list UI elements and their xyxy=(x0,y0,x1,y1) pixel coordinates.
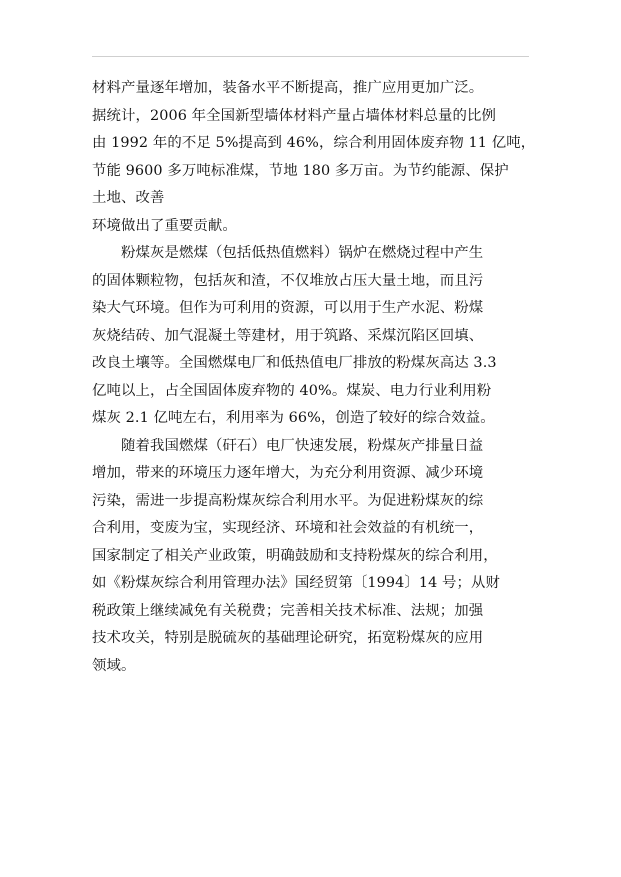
header-rule xyxy=(92,56,529,57)
text-line: 领域。 xyxy=(92,657,136,674)
document-body xyxy=(92,75,542,680)
text-line: 随着我国燃煤（矸石）电厂快速发展，粉煤灰产排量日益 xyxy=(121,437,484,454)
text-line: 改良土壤等。全国燃煤电厂和低热值电厂排放的粉煤灰高达 3.3 xyxy=(92,355,497,371)
text-line: 环境做出了重要贡献。 xyxy=(92,217,237,234)
text-line: 材料产量逐年增加，装备水平不断提高，推广应用更加广泛。 xyxy=(92,80,484,96)
text-line: 灰烧结砖、加气混凝土等建材，用于筑路、采煤沉陷区回填、 xyxy=(92,327,484,344)
text-line: 亿吨以上，占全国固体废弃物的 40%。煤炭、电力行业利用粉 xyxy=(92,382,492,399)
text-line: 合利用，变废为宝，实现经济、环境和社会效益的有机统一， xyxy=(92,520,484,536)
text-line: 污染，需进一步提高粉煤灰综合利用水平。为促进粉煤灰的综 xyxy=(92,492,484,509)
text-line: 染大气环境。但作为可利用的资源，可以用于生产水泥、粉煤 xyxy=(92,300,484,316)
text-line: 技术攻关，特别是脱硫灰的基础理论研究，拓宽粉煤灰的应用 xyxy=(92,630,484,646)
text-line: 由 1992 年的不足 5%提高到 46%，综合利用固体废弃物 11 亿吨， xyxy=(92,135,536,151)
text-line: 据统计，2006 年全国新型墙体材料产量占墙体材料总量的比例 xyxy=(92,107,496,124)
text-line: 节能 9600 多万吨标准煤，节地 180 多万亩。为节约能源、保护 xyxy=(92,162,509,179)
text-line: 粉煤灰是燃煤（包括低热值燃料）锅炉在燃烧过程中产生 xyxy=(121,245,484,261)
text-line: 如《粉煤灰综合利用管理办法》国经贸第〔1994〕14 号；从财 xyxy=(92,575,500,591)
text-line: 增加，带来的环境压力逐年增大，为充分利用资源、减少环境 xyxy=(92,465,484,481)
text-line: 的固体颗粒物，包括灰和渣，不仅堆放占压大量土地，而且污 xyxy=(92,272,484,289)
text-line: 税政策上继续减免有关税费；完善相关技术标准、法规；加强 xyxy=(92,602,484,619)
text-line: 煤灰 2.1 亿吨左右，利用率为 66%，创造了较好的综合效益。 xyxy=(92,410,495,426)
text-line: 土地、改善 xyxy=(92,190,165,206)
text-line: 国家制定了相关产业政策，明确鼓励和支持粉煤灰的综合利用， xyxy=(92,547,498,564)
